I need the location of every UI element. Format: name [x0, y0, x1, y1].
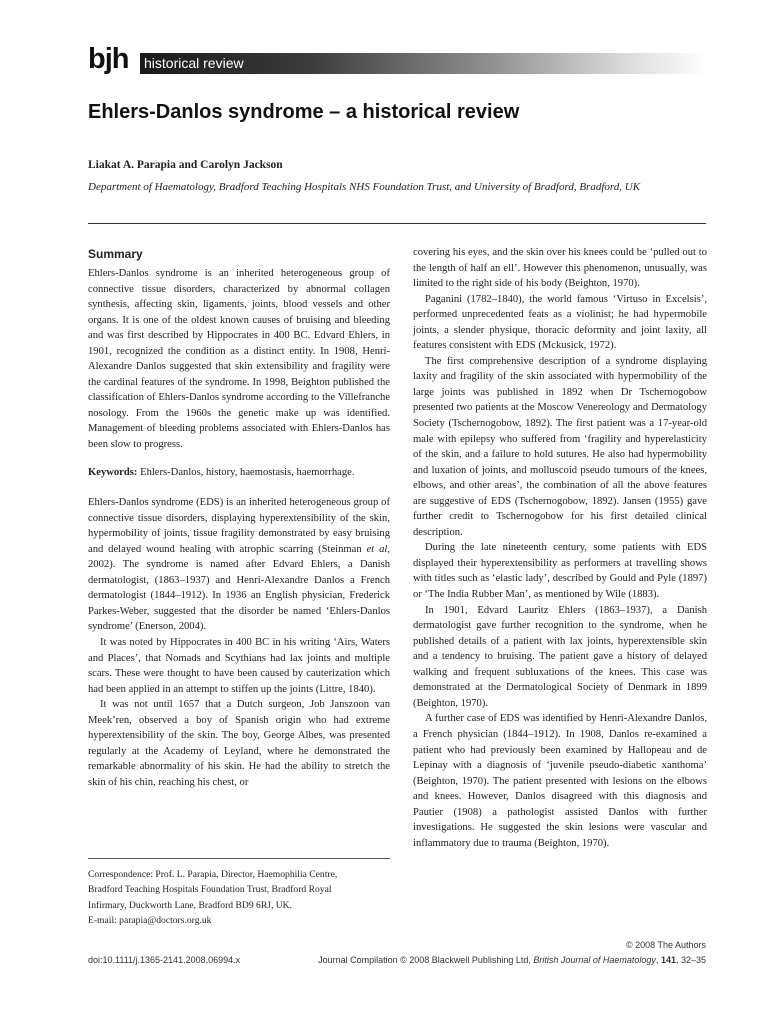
right-paragraph-4: During the late nineteenth century, some patients with EDS displayed their hyperextensibility as performers at travelling shows with titles such as ‘elastic lady’, described by Gould and Pyle (1897) or ‘The India Rubber Man’, as mentioned by Wile (1883).: [413, 542, 707, 601]
header-divider: [88, 223, 706, 224]
article-affiliation: Department of Haematology, Bradford Teaching Hospitals NHS Foundation Trust, and University of Bradford, Bradford, UK: [88, 181, 641, 193]
right-paragraph-1: covering his eyes, and the skin over his knees could be ‘pulled out to the length of half an ell’. However this phenomenon, unusually, was limited to the right side of his body (Beighton, 1970).: [413, 247, 707, 290]
right-paragraph-5: In 1901, Edvard Lauritz Ehlers (1863–1937), a Danish dermatologist gave further recognition to the syndrome, when he published details of a patient with lax joints, hyperextensible skin and a tendency to bruising. The patient gave a history of delayed walking and frequent subluxations of the knees. This case was demonstrated at the Dermatological Society of Denmark in 1899 (Beighton, 1970).: [413, 604, 707, 709]
summary-text: Ehlers-Danlos syndrome is an inherited heterogeneous group of connective tissue disorders, characterized by abnormal collagen synthesis, affecting skin, ligaments, joints, blood vessels and other organs. It is one of the oldest known causes of bruising and bleeding and was first described by Hippocrates in 400 BC. Edvard Ehlers, in 1901, recognized the condition as a distinct entity. In 1908, Henri-Alexandre Danlos suggested that skin extensibility and fragility were the cardinal features of the syndrome. In 1998, Beighton published the classification of Ehlers-Danlos syndrome according to the Villefranche nosology. From the 1960s the genetic make up was identified. Management of bleeding problems associated with Ehlers-Danlos has been slow to progress.: [88, 268, 390, 451]
correspondence-line-1: Correspondence: Prof. L. Parapia, Director, Haemophilia Centre,: [88, 869, 338, 880]
correspondence: [88, 867, 390, 929]
correspondence-divider: [88, 858, 390, 859]
footer-pages: , 32–35: [675, 955, 706, 965]
footer-volume: 141: [660, 955, 676, 965]
body-paragraph-1-start: Ehlers-Danlos syndrome (EDS) is an inherited heterogeneous group of connective tissue disorders, displaying hyperextensibility of the skin, hypermobility of joints, tissue fragility demonstrated by easy bruising and delayed wound healing with atrophic scarring (Steinman: [88, 497, 390, 555]
correspondence-line-3: Infirmary, Duckworth Lane, Bradford BD9 6RJ, UK.: [88, 899, 292, 911]
body-paragraph-1: [88, 495, 390, 635]
left-column: [88, 247, 390, 791]
body-paragraph-1-end: , 2002). The syndrome is named after Edvard Ehlers, a Danish dermatologist, (1863–1937) and Henri-Alexandre Danlos a French dermatologist (1844–1912). In 1936 an English physician, Frederick Parkes-Weber, suggested that the disorder be named ‘Ehlers-Danlos syndrome’ (Enerson, 2004).: [88, 543, 390, 633]
right-paragraph-6: A further case of EDS was identified by Henri-Alexandre Danlos, a French physician (1844–1912). In 1908, Danlos re-examined a patient who had previously been examined by Hallopeau and de Lepinay with a diagnosis of ‘juvenile pseudo-diabetic xanthoma’ (Beighton, 1970). The patient presented with lesions on the elbows and knees. However, Danlos disagreed with this diagnosis and Pautier (1908) a pathologist assisted Danlos with further investigations. He suggested the skin lesions were vascular and inflammatory due to trauma (Beighton, 1970).: [413, 713, 707, 849]
body-paragraph-2: It was noted by Hippocrates in 400 BC in his writing ‘Airs, Waters and Places’, that Nomads and Scythians had lax joints and multiple scars. These were thought to have been caused by cauterization which had been applied in an attempt to stiffen up the joints (Littre, 1840).: [88, 637, 390, 695]
correspondence-line-2: Bradford Teaching Hospitals Foundation Trust, Bradford Royal: [88, 884, 332, 896]
footer-copyright: © 2008 The Authors: [625, 940, 706, 950]
footer-compilation: Journal Compilation © 2008 Blackwell Publishing Ltd,: [318, 955, 534, 965]
keywords: [88, 465, 390, 481]
right-column: [413, 245, 707, 851]
right-paragraph-2: Paganini (1782–1840), the world famous ‘Virtuso in Excelsis’, performed unprecedented feats as a violinist; he had hypermobile joints, a slender physique, thoracic deformity and joint laxity, all features consistent with EDS (Mckusick, 1972).: [413, 293, 707, 352]
body-paragraph-1-etal: et al: [366, 543, 388, 555]
article-title: Ehlers-Danlos syndrome – a historical review: [88, 101, 520, 123]
footer-doi: doi:10.1111/j.1365-2141.2008.06994.x: [88, 955, 241, 965]
footer-citation: [88, 955, 706, 965]
keywords-list: Ehlers-Danlos, history, haemostasis, haemorrhage.: [140, 466, 355, 478]
section-banner: [140, 53, 706, 74]
section-label: historical review: [144, 55, 244, 71]
footer-journal: British Journal of Haematology: [533, 955, 656, 965]
journal-logo: bjh: [88, 43, 129, 75]
summary-heading: Summary: [88, 247, 143, 261]
body-paragraph-3: It was not until 1657 that a Dutch surgeon, Job Janszoon van Meek’ren, observed a boy of Spanish origin who had extreme hyperextensibility of the skin. The boy, George Albes, was presented regularly at the Academy of Leyland, where he demonstrated the remarkable abnormality of his skin. He had the ability to stretch the skin of his chin, reaching his chest, or: [88, 699, 390, 788]
masthead: [88, 43, 706, 78]
article-authors: Liakat A. Parapia and Carolyn Jackson: [88, 159, 283, 171]
right-paragraph-3: The first comprehensive description of a syndrome displaying laxity and fragility of the skin associated with hypermobility of the large joints was published in 1892 when Dr Tschernogobow presented two patients at the Moscow Venereology and Dermatology Society (Tschernogobow, 1892). The first patient was a 17-year-old male with epilepsy who suffered from ‘fragility and hyperelasticity of the skin, and a failure to hold sutures. He also had hypermobility and luxation of joints, and molluscoid pseudo tumours of the knees, elbows, and other areas’, the combination of all the above features are suggestive of EDS (Tschernogobow, 1892). Jansen (1955) gave further credit to Tschernogobow for his first detailed clinical description.: [413, 355, 707, 538]
keywords-label: Keywords:: [88, 466, 138, 478]
correspondence-email: E-mail: parapia@doctors.org.uk: [88, 915, 212, 927]
footer-separator: ,: [655, 955, 661, 965]
